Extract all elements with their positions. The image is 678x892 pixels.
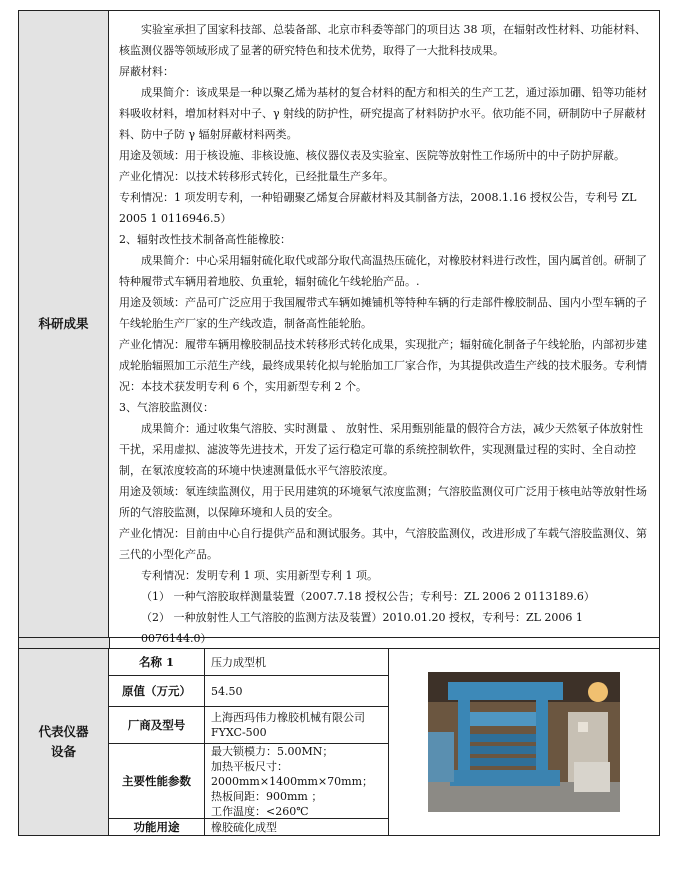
spec-value-line: 橡胶硫化成型 [211, 820, 277, 834]
spec-value-line: FYXC-500 [211, 726, 267, 739]
document-table [18, 10, 660, 836]
research-results-content [109, 11, 659, 645]
spec-row [109, 649, 388, 676]
paragraph: 产业化情况：履带车辆用橡胶制品技术转移形式转化成果，实现批产；辐射硫化制备子午线轮胎，内部初步建成轮胎辐照加工示范生产线，最终成果转化拟与轮胎加工厂家合作，为其提供改造生产线的技术服务。专利情况：本技术获发明专利 6 个，实用新型专利 2 个。 [119, 338, 647, 393]
spec-row [109, 676, 388, 707]
paragraph: 成果简介：通过收集气溶胶、实时测量 、 放射性、采用甄别能量的假符合方法，减少天然氡子体放射性干扰，采用虚拟、滤波等先进技术，开发了运行稳定可靠的系统控制软件，实现测量过程的实时、全自动控制，在氡浓度较高的环境中快速测量低水平气溶胶浓度。 [119, 422, 643, 477]
spec-value-line: 上海西玛伟力橡胶机械有限公司 [211, 711, 365, 724]
equipment-label [19, 649, 109, 835]
spec-value-line: 压力成型机 [211, 655, 266, 669]
paragraph: 产业化情况：以技术转移形式转化，已经批量生产多年。 [119, 170, 394, 183]
paragraph: （2） 一种放射性人工气溶胶的监测方法及装置）2010.01.20 授权，专利号：ZL 2006 1 0076144.0） [141, 611, 583, 645]
spec-value [205, 819, 388, 835]
spec-value-line: 2000mm×1400mm×70mm； [211, 774, 374, 788]
paragraph: 用途及领域：产品可广泛应用于我国履带式车辆如摊铺机等特种车辆的行走部件橡胶制品、国内小型车辆的子午线轮胎生产厂家的生产线改造，制备高性能轮胎。 [119, 296, 647, 330]
spec-row [109, 744, 388, 819]
spec-value [205, 744, 388, 818]
spec-key: 厂商及型号 [109, 707, 205, 743]
spec-value-line: 热板间距：900mm ； [211, 789, 323, 803]
spec-key: 名称 1 [109, 649, 205, 675]
spec-value-line: 工作温度：<260℃ [211, 804, 309, 818]
equipment-label-line2: 设备 [50, 744, 76, 759]
paragraph: 成果简介：该成果是一种以聚乙烯为基材的复合材料的配方和相关的生产工艺，通过添加硼、铅等功能材料吸收材料，增加材料对中子、γ 射线的防护性，研究提高了材料防护水平。依功能不同，研制防中子屏蔽材料、防中子防 γ 辐射屏蔽材料两类。 [119, 86, 647, 141]
equipment-photo-cell [389, 649, 659, 835]
paragraph: 3、气溶胶监测仪： [119, 401, 214, 414]
spec-row [109, 819, 388, 835]
paragraph: 2、辐射改性技术制备高性能橡胶： [119, 233, 291, 246]
paragraph: 成果简介：中心采用辐射硫化取代或部分取代高温热压硫化，对橡胶材料进行改性，国内属首创。研制了特种履带式车辆用着地胶、负重轮，辐射硫化午线轮胎产品。. [119, 254, 647, 288]
paragraph: 用途及领域：用于核设施、非核设施、核仪器仪表及实验室、医院等放射性工作场所中的中子防护屏蔽。 [119, 149, 625, 162]
research-results-label: 科研成果 [19, 11, 109, 637]
press-machine-photo [428, 672, 620, 812]
paragraph: （1） 一种气溶胶取样测量装置（2007.7.18 授权公告；专利号：ZL 2006 2 0113189.6） [141, 590, 595, 603]
equipment-label-line1: 代表仪器 [38, 724, 89, 739]
paragraph: 屏蔽材料： [119, 65, 174, 78]
research-results-row [19, 11, 659, 645]
paragraph: 专利情况：发明专利 1 项、实用新型专利 1 项。 [141, 569, 378, 582]
paragraph: 实验室承担了国家科技部、总装备部、北京市科委等部门的项目达 38 项，在辐射改性材料、功能材料、核监测仪器等领域形成了显著的研究特色和技术优势，取得了一大批科技成果。 [119, 23, 646, 57]
spec-value [205, 707, 388, 743]
spec-key: 主要性能参数 [109, 744, 205, 818]
paragraph: 产业化情况：目前由中心自行提供产品和测试服务。其中，气溶胶监测仪，改进形成了车载气溶胶监测仪、第三代的小型化产品。 [119, 527, 647, 561]
spec-value-line: 加热平板尺寸： [211, 759, 288, 773]
equipment-spec-table [109, 649, 389, 835]
paragraph: 专利情况：1 项发明专利，一种铅硼聚乙烯复合屏蔽材料及其制备方法，2008.1.16 授权公告，专利号 ZL 2005 1 0116946.5） [119, 191, 637, 225]
equipment-row [19, 649, 659, 835]
spec-value-line: 54.50 [211, 684, 243, 698]
spec-value-line: 最大锁模力：5.00MN； [211, 744, 334, 758]
paragraph: 用途及领域：氡连续监测仪，用于民用建筑的环境氡气浓度监测；气溶胶监测仪可广泛用于核电站等放射性场所的气溶胶监测，以保障环境和人员的安全。 [119, 485, 647, 519]
spec-value [205, 649, 388, 675]
spec-key: 功能用途 [109, 819, 205, 835]
spec-row [109, 707, 388, 744]
equipment-detail [109, 649, 659, 835]
spec-key: 原值（万元） [109, 676, 205, 706]
spec-value [205, 676, 388, 706]
